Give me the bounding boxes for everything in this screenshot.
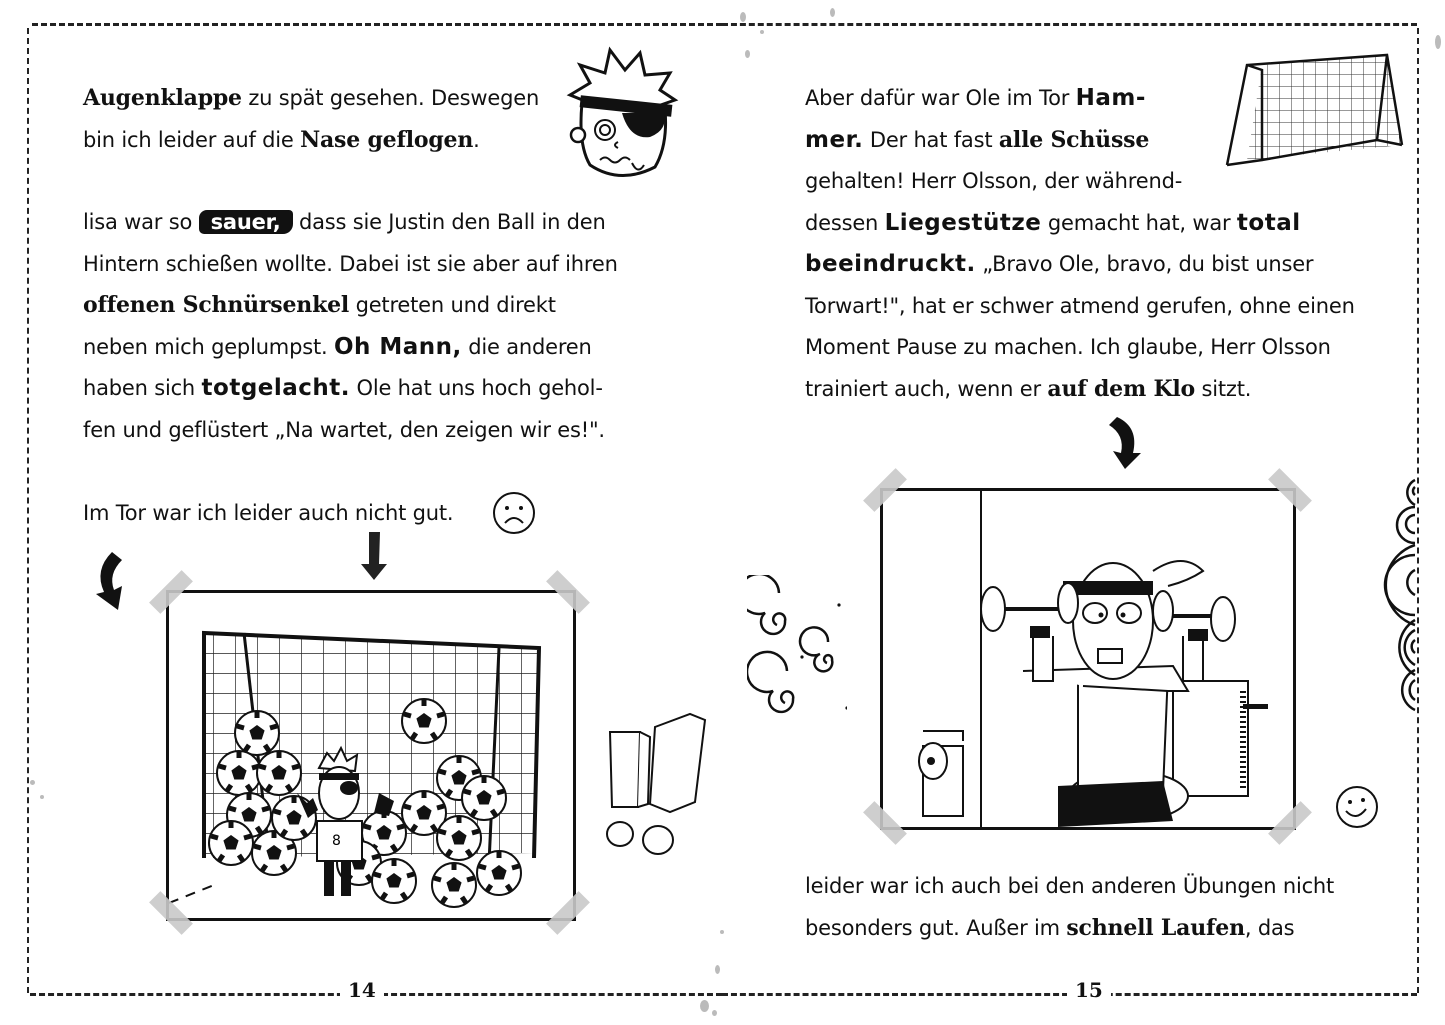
text-run: bin ich leider auf die <box>83 127 301 152</box>
text-line <box>805 866 1334 908</box>
emphasis-bold: mer. <box>805 126 864 153</box>
smiley-face-icon <box>1334 784 1380 830</box>
emphasis-serif: schnell Laufen <box>1066 914 1245 941</box>
text-line <box>83 368 618 410</box>
text-line <box>83 78 539 120</box>
text-run: besonders gut. Außer im <box>805 915 1067 940</box>
text-line <box>805 286 1355 328</box>
down-arrow-icon <box>360 530 388 582</box>
text-run: Aber dafür war Ole im Tor <box>805 86 1076 110</box>
text-line <box>805 203 1355 245</box>
emphasis-serif: Augenklappe <box>83 85 242 111</box>
text-run: Torwart!", hat er schwer atmend gerufen, ohne einen <box>805 293 1355 318</box>
page-number-right: 15 <box>1067 978 1111 1002</box>
right-page-top-border <box>722 23 1417 26</box>
emphasis-serif: Nase geflogen <box>300 126 474 153</box>
text-line <box>83 120 539 162</box>
exclamation-marks-icon <box>600 712 710 862</box>
goalkeeper-panel <box>166 590 576 921</box>
emphasis-bold: totgelacht. <box>201 375 351 401</box>
emphasis-serif: offenen Schnürsenkel <box>83 292 350 318</box>
svg-text:8: 8 <box>332 833 341 849</box>
text-run: leider war ich auch bei den anderen Übungen nicht <box>805 874 1335 898</box>
text-run: zu spät gesehen. Deswegen <box>241 86 540 110</box>
left-page <box>0 0 722 1025</box>
text-run: . <box>473 127 480 152</box>
emphasis-bold: Ham- <box>1075 85 1146 111</box>
text-run: die anderen <box>461 334 592 359</box>
emphasis-bold: total <box>1236 209 1301 236</box>
page-number-left: 14 <box>340 978 384 1002</box>
text-line <box>805 369 1355 411</box>
text-line <box>83 493 453 535</box>
left-paragraph-2 <box>83 202 618 451</box>
text-line <box>83 410 618 452</box>
text-run: trainiert auch, wenn er <box>805 376 1048 401</box>
emphasis-bold: Oh Mann, <box>333 333 462 360</box>
text-line <box>805 244 1355 286</box>
text-run: gemacht hat, war <box>1041 210 1237 235</box>
text-line <box>83 244 618 286</box>
goalkeeper-illustration <box>169 593 573 918</box>
left-page-left-border <box>27 28 29 993</box>
left-paragraph-1 <box>83 78 539 161</box>
arc-decoration <box>1357 475 1417 715</box>
curved-arrow-icon <box>92 550 137 612</box>
sad-face-icon <box>492 491 536 535</box>
text-line <box>83 327 618 369</box>
football-goal-sketch <box>1207 50 1417 175</box>
curved-down-arrow-icon <box>1107 413 1143 471</box>
text-run: lisa war so <box>83 210 199 234</box>
text-line <box>805 908 1334 950</box>
text-run: , das <box>1244 915 1295 940</box>
text-line <box>83 202 618 244</box>
text-run: fen und geflüstert „Na wartet, den zeigen wir es!". <box>83 417 605 442</box>
text-run: haben sich <box>83 376 202 400</box>
text-run: Ole hat uns hoch gehol- <box>350 376 603 400</box>
text-line <box>83 285 618 327</box>
right-paragraph-2 <box>805 866 1334 949</box>
emphasis-bold: Liegestütze <box>884 209 1042 236</box>
left-page-top-border <box>32 23 722 26</box>
text-run: Hintern schießen wollte. Dabei ist sie aber auf ihren <box>83 251 618 276</box>
left-paragraph-3 <box>83 493 453 535</box>
dumbbell-man-illustration <box>883 491 1293 827</box>
text-run: getreten und direkt <box>349 293 556 317</box>
text-run: Im Tor war ich leider auch nicht gut. <box>83 501 454 525</box>
boy-eyepatch-illustration <box>560 45 685 185</box>
text-run: neben mich geplumpst. <box>83 334 334 359</box>
dumbbell-toilet-panel <box>880 488 1296 830</box>
emphasis-serif: alle Schüsse <box>998 126 1150 153</box>
text-run: gehalten! Herr Olsson, der während- <box>805 169 1183 193</box>
right-page <box>722 0 1445 1025</box>
emphasis-bold: beeindruckt. <box>805 251 976 277</box>
text-run: dessen <box>805 210 885 235</box>
text-run: Moment Pause zu machen. Ich glaube, Herr Olsson <box>805 335 1331 359</box>
text-line <box>805 327 1355 369</box>
text-run: Der hat fast <box>863 127 999 152</box>
emphasis-serif: auf dem Klo <box>1047 375 1196 402</box>
text-run: „Bravo Ole, bravo, du bist unser <box>975 252 1314 276</box>
text-run: sitzt. <box>1195 376 1252 401</box>
text-run: dass sie Justin den Ball in den <box>292 210 606 234</box>
spiral-swirls <box>747 575 847 725</box>
right-page-right-border <box>1417 28 1419 993</box>
emphasis-ink-splat: sauer, <box>199 210 293 234</box>
